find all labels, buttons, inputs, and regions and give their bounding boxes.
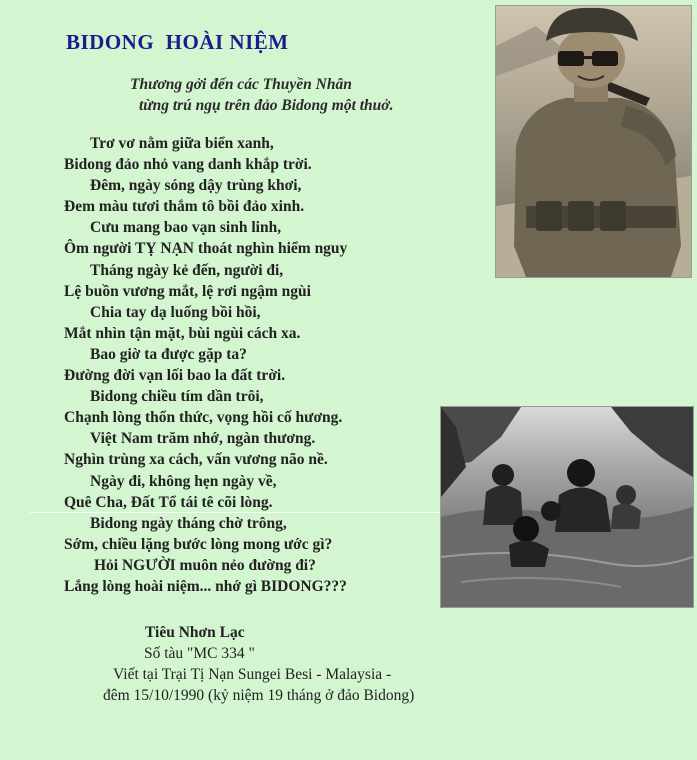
- poem-line: Trơ vơ nằm giữa biển xanh,: [90, 135, 274, 152]
- poem-line: Bidong ngày tháng chờ trông,: [90, 514, 287, 532]
- soldier-photo: [495, 5, 692, 278]
- poem-line: Chạnh lòng thổn thức, vọng hồi cố hương.: [64, 409, 343, 427]
- ship-number: Số tàu "MC 334 ": [144, 645, 255, 662]
- poem-line: Quê Cha, Đất Tổ tái tê cõi lòng.: [64, 493, 273, 511]
- poem-body: [64, 133, 444, 597]
- author-block: [60, 622, 414, 706]
- divider-line: [30, 512, 450, 513]
- poem-line: Hỏi NGƯỜI muôn nẻo đường đi?: [94, 556, 316, 574]
- soldier-photo-image: [496, 6, 691, 277]
- poem-line: Đêm, ngày sóng dậy trùng khơi,: [90, 177, 302, 195]
- poem-line: Nghìn trùng xa cách, vấn vương não nề.: [64, 451, 328, 469]
- poem-line: Việt Nam trăm nhớ, ngàn thương.: [90, 430, 316, 448]
- poem-line: Mắt nhìn tận mặt, bùi ngùi cách xa.: [64, 324, 301, 342]
- refugees-photo-image: [441, 407, 693, 607]
- author-name: Tiêu Nhơn Lạc: [145, 624, 245, 641]
- written-location: Viết tại Trại Tị Nạn Sungei Besi - Malaysia -: [113, 666, 392, 683]
- dedication: [130, 74, 394, 116]
- dedication-line: từng trú ngụ trên đảo Bidong một thuở.: [139, 97, 394, 114]
- poem-line: Tháng ngày kẻ đến, người đi,: [90, 261, 284, 279]
- poem-line: Bidong đảo nhỏ vang danh khắp trời.: [64, 156, 312, 174]
- poem-line: Ngày đi, không hẹn ngày về,: [90, 472, 277, 490]
- dedication-line: Thương gởi đến các Thuyền Nhân: [130, 76, 352, 93]
- poem-line: Cưu mang bao vạn sinh linh,: [90, 219, 282, 237]
- poem-line: Lệ buồn vương mắt, lệ rơi ngậm ngùi: [64, 282, 311, 300]
- poem-title: BIDONG HOÀI NIỆM: [66, 30, 289, 54]
- refugees-in-river-photo: [440, 406, 694, 608]
- poem-line: Ôm người TỴ NẠN thoát nghìn hiểm nguy: [64, 240, 348, 258]
- poem-line: Chia tay dạ luống bồi hồi,: [90, 303, 261, 321]
- poem-line: Bao giờ ta được gặp ta?: [90, 345, 247, 363]
- poem-line: Sớm, chiều lặng bước lòng mong ước gì?: [64, 535, 333, 553]
- poem-line: Lắng lòng hoài niệm... nhớ gì BIDONG???: [64, 577, 347, 595]
- written-date: đêm 15/10/1990 (kỷ niệm 19 tháng ở đảo Bidong): [103, 687, 415, 704]
- poem-line: Đường đời vạn lối bao la đất trời.: [64, 367, 286, 385]
- poem-line: Đem màu tươi thắm tô bồi đảo xinh.: [64, 198, 305, 216]
- poem-line: Bidong chiều tím dần trôi,: [90, 388, 264, 406]
